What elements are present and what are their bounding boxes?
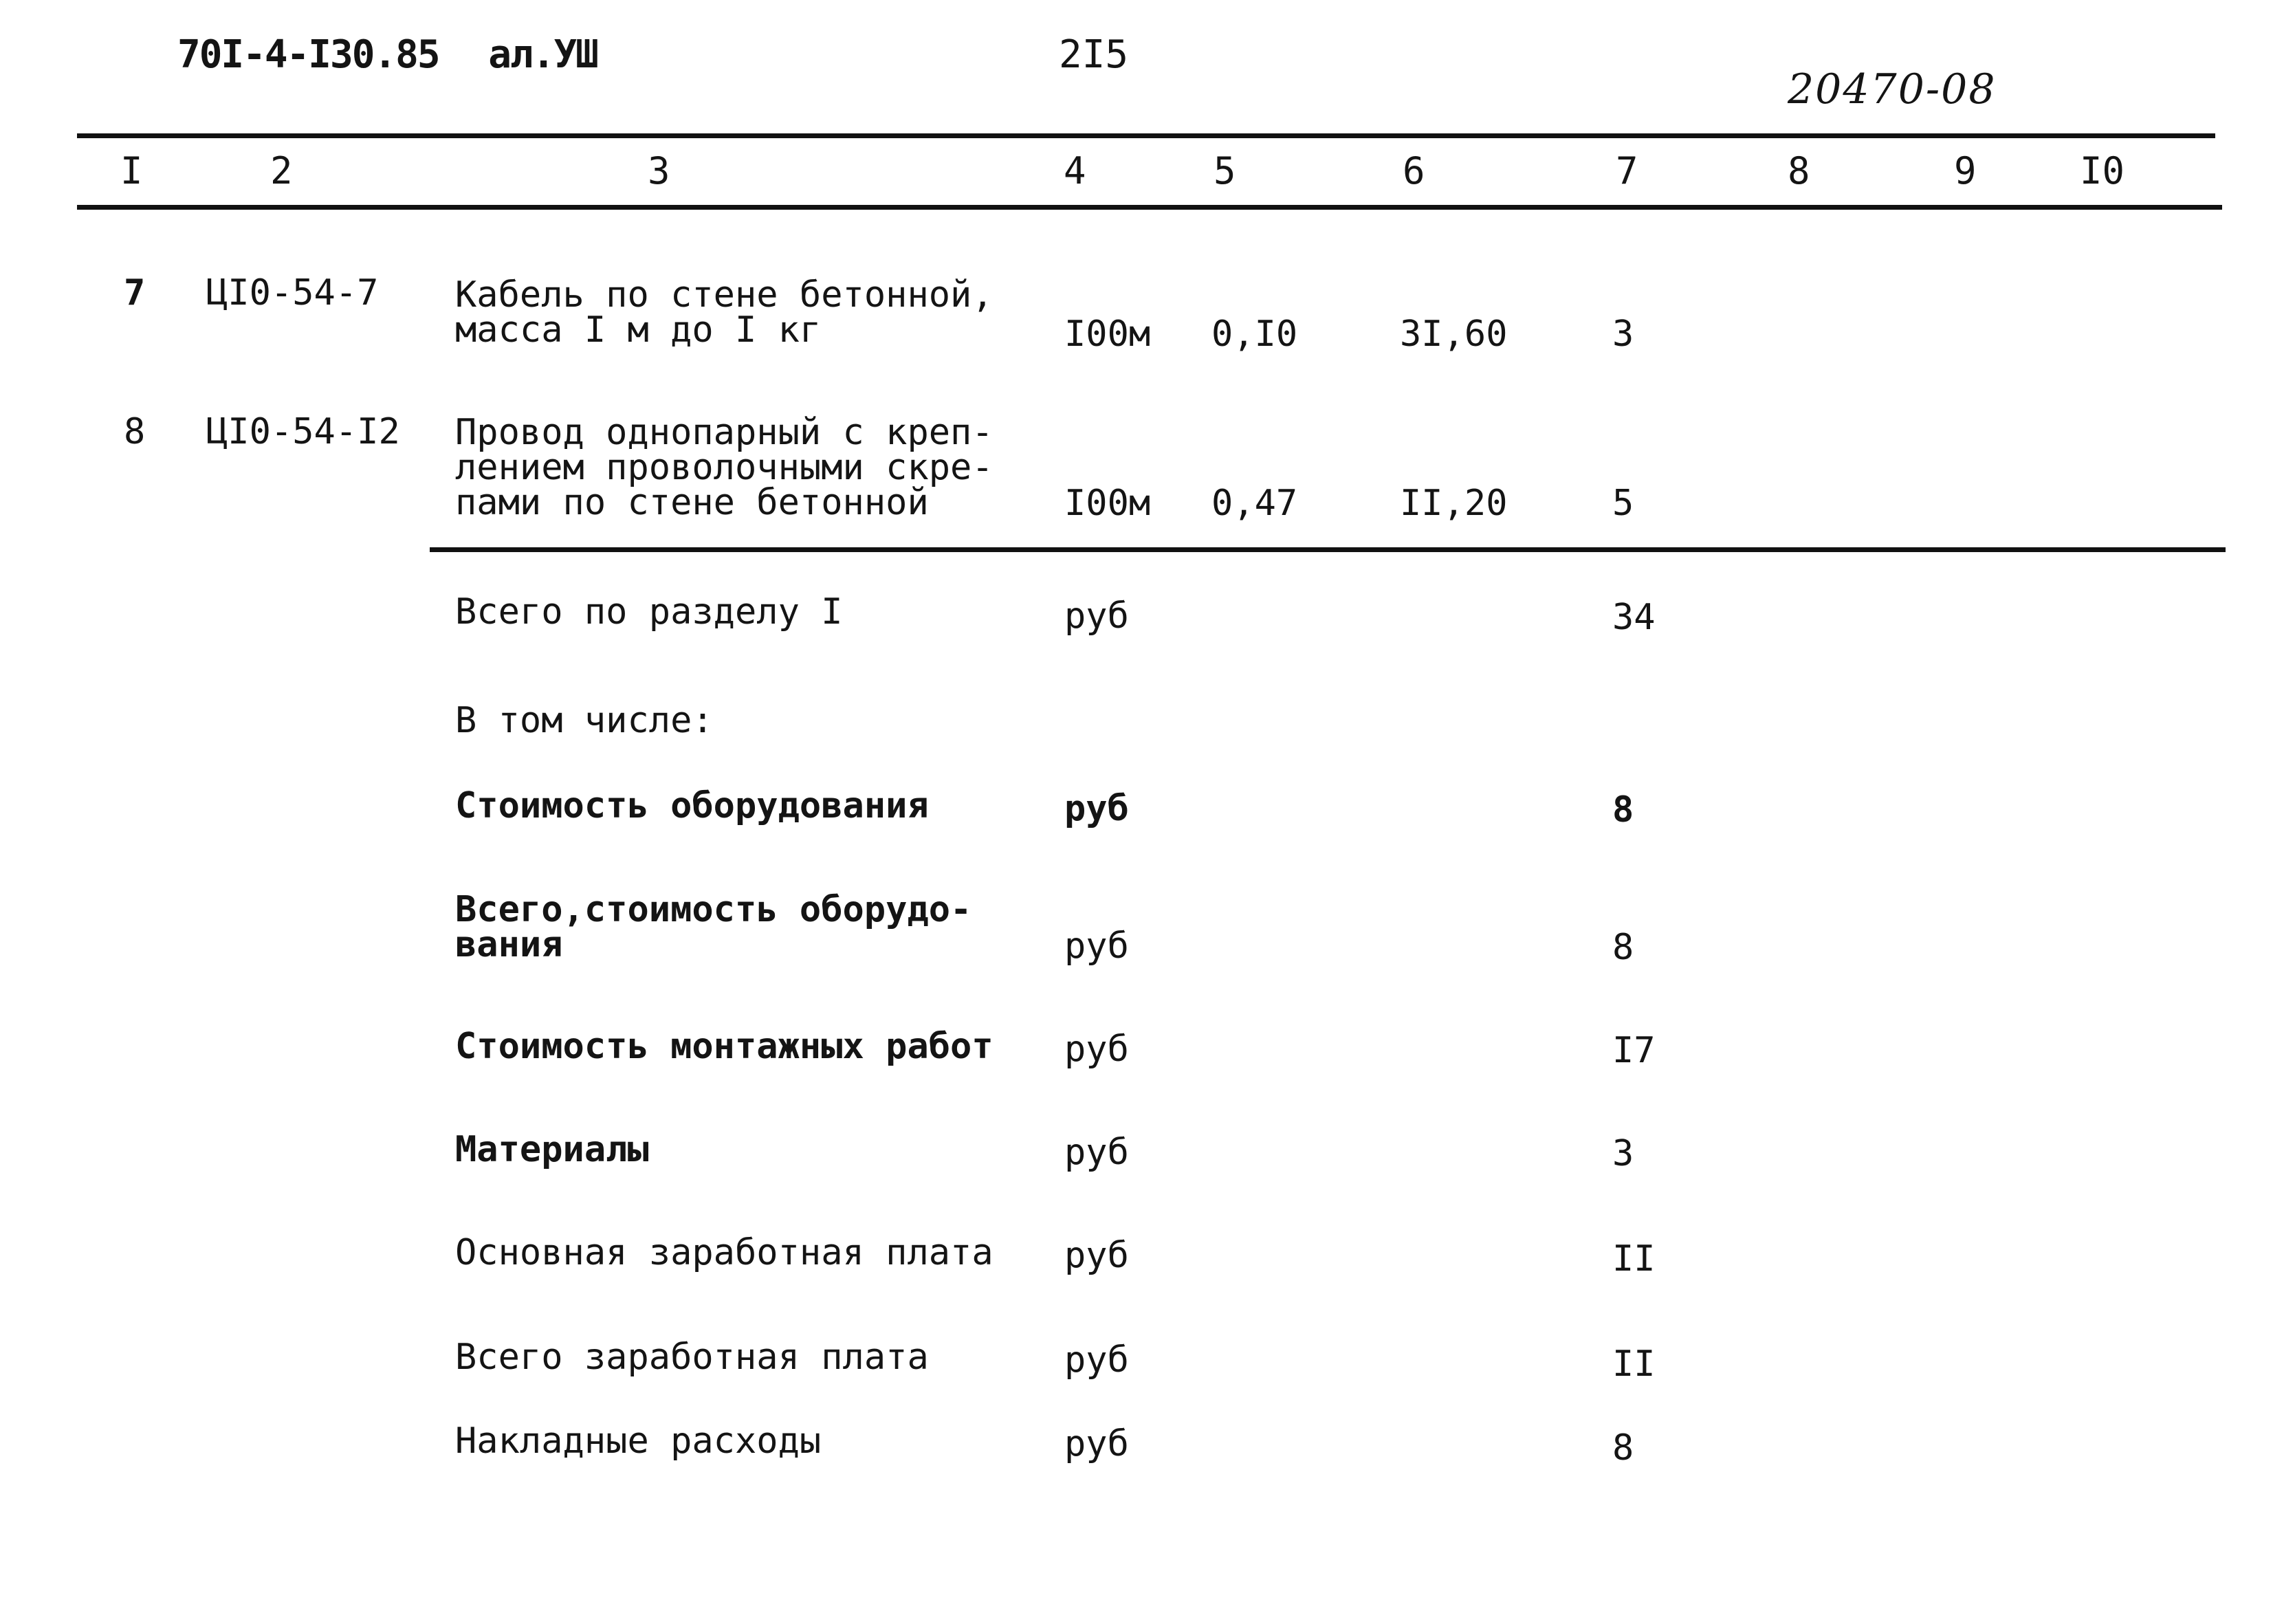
summary-label: Основная заработная плата: [455, 1232, 993, 1273]
item-unit: I00м: [1064, 483, 1151, 524]
item-description: Провод однопарный с креп- лением проволочными скре- пами по стене бетонной: [455, 412, 993, 523]
summary-value: 8: [1612, 1427, 1634, 1469]
summary-value: I7: [1612, 1030, 1656, 1071]
summary-label: Накладные расходы: [455, 1420, 822, 1462]
summary-value: 8: [1612, 789, 1634, 831]
summary-value: II: [1612, 1343, 1656, 1385]
summary-label: Всего заработная плата: [455, 1337, 929, 1378]
col-head-10: I0: [2080, 149, 2125, 193]
summary-unit: руб: [1064, 1029, 1129, 1070]
col-head-6: 6: [1403, 149, 1425, 193]
item-price: II,20: [1400, 483, 1508, 524]
summary-unit: руб: [1064, 1235, 1129, 1276]
item-number: 8: [124, 411, 146, 452]
header-top-rule: [77, 133, 2215, 138]
col-head-5: 5: [1214, 149, 1236, 193]
item-description: Кабель по стене бетонной, масса I м до I кг: [455, 274, 993, 351]
summary-unit: руб: [1064, 788, 1129, 829]
summary-unit: руб: [1064, 595, 1129, 637]
summary-label: В том числе:: [455, 700, 714, 741]
document-code: [177, 32, 597, 77]
summary-unit: руб: [1064, 1339, 1129, 1381]
item-quantity: 0,I0: [1211, 314, 1298, 355]
item-total: 3: [1612, 314, 1634, 355]
col-head-3: 3: [648, 149, 670, 193]
summary-value: 3: [1612, 1133, 1634, 1174]
item-total: 5: [1612, 483, 1634, 524]
doc-code-text: 70I-4-I30.85: [177, 32, 439, 77]
item-unit: I00м: [1064, 314, 1151, 355]
summary-unit: руб: [1064, 1423, 1129, 1464]
item-code: ЦI0-54-7: [206, 272, 379, 314]
summary-value: II: [1612, 1238, 1656, 1280]
summary-label: Всего,стоимость оборудо- вания: [455, 889, 972, 965]
header-bottom-rule: [77, 205, 2222, 210]
col-head-7: 7: [1616, 149, 1638, 193]
item-code: ЦI0-54-I2: [206, 411, 400, 452]
page-number: 2I5: [1059, 32, 1129, 77]
item-price: 3I,60: [1400, 314, 1508, 355]
col-head-2: 2: [270, 149, 293, 193]
summary-unit: руб: [1064, 1132, 1129, 1173]
item-quantity: 0,47: [1211, 483, 1298, 524]
col-head-4: 4: [1064, 149, 1086, 193]
col-head-8: 8: [1788, 149, 1810, 193]
col-head-1: I: [120, 149, 143, 193]
handwritten-number: 20470-08: [1788, 65, 1997, 113]
summary-value: 8: [1612, 927, 1634, 968]
summary-label: Стоимость монтажных работ: [455, 1026, 993, 1067]
summary-unit: руб: [1064, 925, 1129, 967]
summary-label: Всего по разделу I: [455, 591, 843, 633]
item-number: 7: [124, 272, 146, 314]
section-total-rule: [430, 547, 2226, 552]
album-text: ал.УШ: [488, 32, 597, 77]
summary-value: 34: [1612, 597, 1656, 638]
col-head-9: 9: [1954, 149, 1977, 193]
summary-label: Стоимость оборудования: [455, 785, 929, 826]
summary-label: Материалы: [455, 1129, 649, 1170]
